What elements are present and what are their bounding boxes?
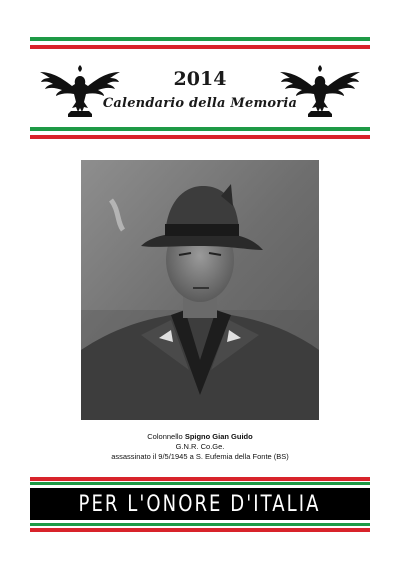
motto-text: PER L'ONORE D'ITALIA — [79, 491, 321, 517]
caption-rank: Colonnello — [147, 432, 183, 441]
caption-name-line — [0, 432, 400, 441]
bottom-stripe-red-bottom — [30, 528, 370, 532]
bottom-stripe-red-top — [30, 477, 370, 481]
calendar-title: Calendario della Memoria — [102, 96, 298, 111]
top-stripe-red — [30, 45, 370, 49]
calendar-year: 2014 — [173, 68, 227, 90]
portrait-photo — [81, 160, 319, 420]
bottom-stripe-green-bottom — [30, 523, 370, 526]
bottom-stripe-green-top — [30, 482, 370, 485]
motto-band — [30, 488, 370, 520]
caption-event: assassinato il 9/5/1945 a S. Eufemia della Fonte (BS) — [111, 452, 289, 461]
top-stripe-green — [30, 37, 370, 41]
mid-stripe-green — [30, 127, 370, 131]
caption-name: Spigno Gian Guido — [184, 432, 253, 441]
mid-stripe-red — [30, 135, 370, 139]
caption-unit: G.N.R. Co.Ge. — [175, 442, 225, 451]
